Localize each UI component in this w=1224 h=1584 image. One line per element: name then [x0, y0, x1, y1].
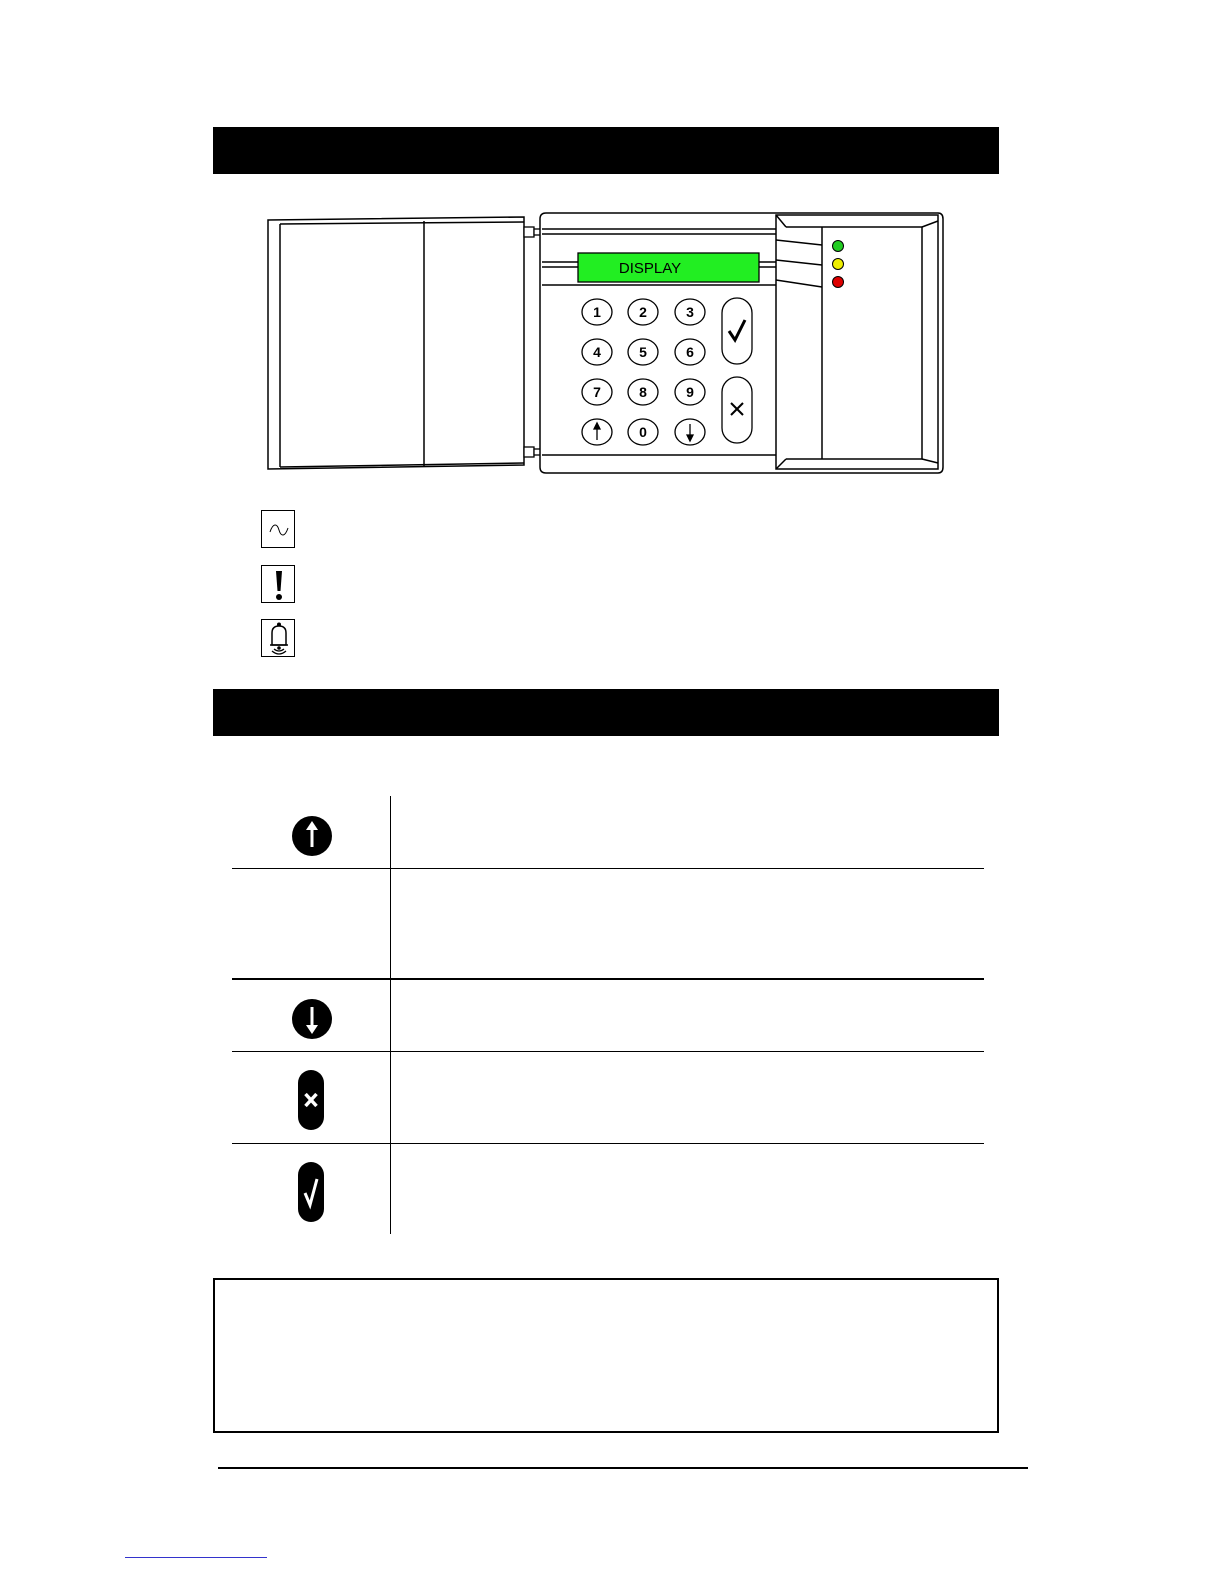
key-0-label: 0 — [639, 424, 647, 440]
key-3-label: 3 — [686, 304, 694, 320]
fault-icon — [261, 565, 295, 603]
note-box — [213, 1278, 999, 1433]
led-red-icon — [833, 277, 844, 288]
key-8-label: 8 — [639, 384, 647, 400]
footer-rule — [218, 1467, 1028, 1469]
key-6-label: 6 — [686, 344, 694, 360]
alarm-bell-icon — [261, 619, 295, 657]
key-4-label: 4 — [593, 344, 601, 360]
keypad-illustration — [262, 207, 952, 482]
key-5-label: 5 — [639, 344, 647, 360]
key-7-label: 7 — [593, 384, 601, 400]
led-green-icon — [833, 241, 844, 252]
section-header-bar-keys — [213, 689, 999, 736]
arrow-down-button-icon — [291, 998, 333, 1040]
table-column-divider — [390, 796, 391, 1234]
table-row-divider — [232, 868, 984, 869]
display-label: DISPLAY — [618, 260, 682, 277]
section-header-bar-top — [213, 127, 999, 174]
mains-power-icon — [261, 510, 295, 548]
key-1-label: 1 — [593, 304, 601, 320]
key-9-label: 9 — [686, 384, 694, 400]
arrow-up-button-icon — [291, 815, 333, 857]
led-yellow-icon — [833, 259, 844, 270]
key-confirm — [722, 298, 752, 364]
table-row-divider — [232, 1051, 984, 1052]
confirm-check-button-icon — [297, 1161, 325, 1223]
keypad-flap — [268, 217, 524, 469]
footer-link-underline — [125, 1557, 267, 1558]
table-row-divider — [232, 1143, 984, 1144]
key-2-label: 2 — [639, 304, 647, 320]
table-row-divider — [232, 978, 984, 980]
cancel-x-button-icon — [297, 1069, 325, 1131]
